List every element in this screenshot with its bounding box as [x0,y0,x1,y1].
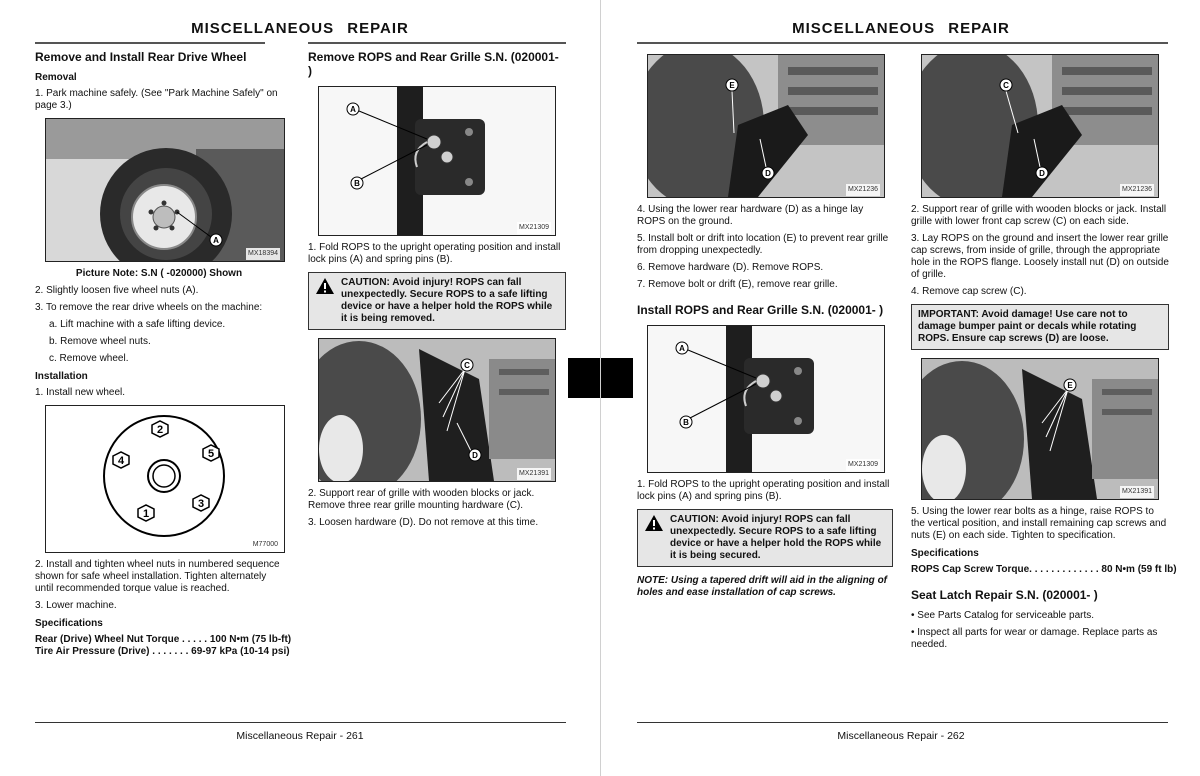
step-text: 1. Fold ROPS to the upright operating position and install lock pins (A) and spring pins (B). [637,479,890,502]
caution-box [308,272,566,330]
picture-note: Picture Note: S.N ( -020000) Shown [75,268,243,279]
section-heading: Remove and Install Rear Drive Wheel [35,50,247,64]
front-cap-screw-photo [921,54,1159,198]
caution-text: CAUTION: Avoid injury! ROPS can fall unexpectedly. Secure ROPS to a safe lifting device or have a helper hold the ROPS while it is being secured. [670,514,882,561]
step-text: 3. Lower machine. [35,600,117,611]
bullet-text: • See Parts Catalog for serviceable parts. [911,610,1095,621]
step-text: 2. Support rear of grille with wooden blocks or jack. Install grille with lower front cap screw (C) on each side. [911,204,1167,227]
page-footer: Miscellaneous Repair - 262 [837,730,965,742]
svg-text:1: 1 [142,508,150,520]
step-text: 6. Remove hardware (D). Remove ROPS. [637,262,824,273]
page-title: MISCELLANEOUS REPAIR [792,20,1010,37]
svg-text:A: A [213,236,219,245]
header-rule [637,42,1168,44]
figure-id: MX21309 [846,459,880,471]
warning-triangle-icon [644,514,664,532]
rops-lock-pin-illustration [648,326,884,472]
rops-hinge-photo [647,54,885,198]
step-text: 1. Park machine safely. (See "Park Machine Safely" on page 3.) [35,88,278,111]
svg-text:4: 4 [117,455,125,467]
spec-line: ROPS Cap Screw Torque. . . . . . . . . . . . . 80 N•m (59 ft lb) [911,564,1177,575]
wheel-nut-sequence-diagram [45,405,285,553]
sub-step-text: b. Remove wheel nuts. [49,336,151,347]
figure-id: MX21309 [517,222,551,234]
svg-text:B: B [354,179,360,188]
specifications-label: Specifications [35,618,103,629]
bullet-text: • Inspect all parts for wear or damage. Replace parts as needed. [911,627,1158,650]
svg-text:5: 5 [207,448,215,460]
spec-line: Tire Air Pressure (Drive) . . . . . . . 69-97 kPa (10-14 psi) [35,646,290,657]
sub-step-text: c. Remove wheel. [49,353,129,364]
front-cap-screw-illustration [922,55,1158,197]
footer-rule [35,722,566,723]
step-text: 2. Slightly loosen five wheel nuts (A). [35,285,199,296]
rear-wheel-photo [45,118,285,262]
figure-id: MX18394 [246,248,280,260]
rops-raise-photo [921,358,1159,500]
gutter-mark [568,358,600,398]
step-text: 2. Install and tighten wheel nuts in numbered sequence shown for safe wheel installation. Tighten alternately until recommended torque value is reached. [35,559,280,594]
svg-text:D: D [1039,169,1045,178]
step-text: 5. Install bolt or drift into location (E) to prevent rear grille from dropping unexpectedly. [637,233,889,256]
figure-id: MX21391 [1120,486,1154,498]
svg-text:A: A [679,344,685,353]
left-column-2 [308,50,566,534]
important-box: IMPORTANT: Avoid damage! Use care not to damage bumper paint or decals while rotating ROPS. Ensure cap screws (D) are loose. [911,304,1169,350]
step-text: 4. Using the lower rear hardware (D) as a hinge lay ROPS on the ground. [637,204,864,227]
svg-text:B: B [683,418,689,427]
section-heading: Install ROPS and Rear Grille S.N. (020001- ) [637,303,884,317]
rops-raise-illustration [922,359,1158,499]
section-heading: Seat Latch Repair S.N. (020001- ) [911,588,1098,602]
installation-label: Installation [35,371,88,382]
spec-line: Rear (Drive) Wheel Nut Torque . . . . . 100 N•m (75 lb-ft) [35,634,292,645]
svg-text:C: C [464,361,470,370]
note-text: NOTE: Using a tapered drift will aid in the aligning of holes and ease installation of cap screws. [637,575,888,598]
step-text: 4. Remove cap screw (C). [911,286,1027,297]
right-column-1 [637,54,893,604]
svg-text:E: E [1067,381,1073,390]
removal-label: Removal [35,72,77,83]
caution-text: CAUTION: Avoid injury! ROPS can fall unexpectedly. Secure ROPS to a safe lifting device or have a helper hold the ROPS while it is being removed. [341,277,553,324]
step-text: 5. Using the lower rear bolts as a hinge, raise ROPS to the vertical position, and install remaining cap screws and nuts (E) on each side. Tighten to specification. [911,506,1167,541]
step-text: 7. Remove bolt or drift (E), remove rear grille. [637,279,838,290]
svg-text:E: E [729,81,735,90]
svg-text:A: A [350,105,356,114]
svg-text:C: C [1003,81,1009,90]
header-rule [308,42,566,44]
page-title: MISCELLANEOUS REPAIR [191,20,409,37]
warning-triangle-icon [315,277,335,295]
step-text: 2. Support rear of grille with wooden blocks or jack. Remove three rear grille mounting hardware (C). [308,488,535,511]
specifications-label: Specifications [911,548,979,559]
step-text: 3. To remove the rear drive wheels on the machine: [35,302,263,313]
right-page [600,0,1200,776]
rear-grille-hardware-photo [318,338,556,482]
header-rule [35,42,265,44]
rops-lock-pin-photo [647,325,885,473]
step-text: 1. Fold ROPS to the upright operating position and install lock pins (A) and spring pins (B). [308,242,561,265]
section-heading: Remove ROPS and Rear Grille S.N. (020001- ) [308,50,559,78]
figure-id: MX21236 [1120,184,1154,196]
right-column-2 [911,54,1177,656]
step-text: 1. Install new wheel. [35,387,126,398]
rops-hinge-illustration [648,55,884,197]
sub-step-text: a. Lift machine with a safe lifting device. [49,319,226,330]
page-footer: Miscellaneous Repair - 261 [236,730,364,742]
svg-text:2: 2 [156,424,164,436]
figure-id: M77000 [251,539,280,551]
rops-lock-pin-illustration [319,87,555,235]
svg-text:D: D [472,451,478,460]
step-text: 3. Lay ROPS on the ground and insert the lower rear grille cap screws, from inside of grille, through the appropriate hole in the ROPS flange. Loosely install nut (D) on outside of grille. [911,233,1169,280]
step-text: 3. Loosen hardware (D). Do not remove at this time. [308,517,539,528]
gutter-mark [601,358,633,398]
figure-id: MX21391 [517,468,551,480]
svg-text:3: 3 [197,498,205,510]
caution-box [637,509,893,567]
svg-text:D: D [765,169,771,178]
rear-wheel-illustration [46,119,284,261]
rear-grille-hardware-illustration [319,339,555,481]
wheel-nut-sequence-illustration [46,406,284,552]
figure-id: MX21236 [846,184,880,196]
left-column-1 [35,50,292,658]
rops-lock-pin-photo [318,86,556,236]
footer-rule [637,722,1168,723]
